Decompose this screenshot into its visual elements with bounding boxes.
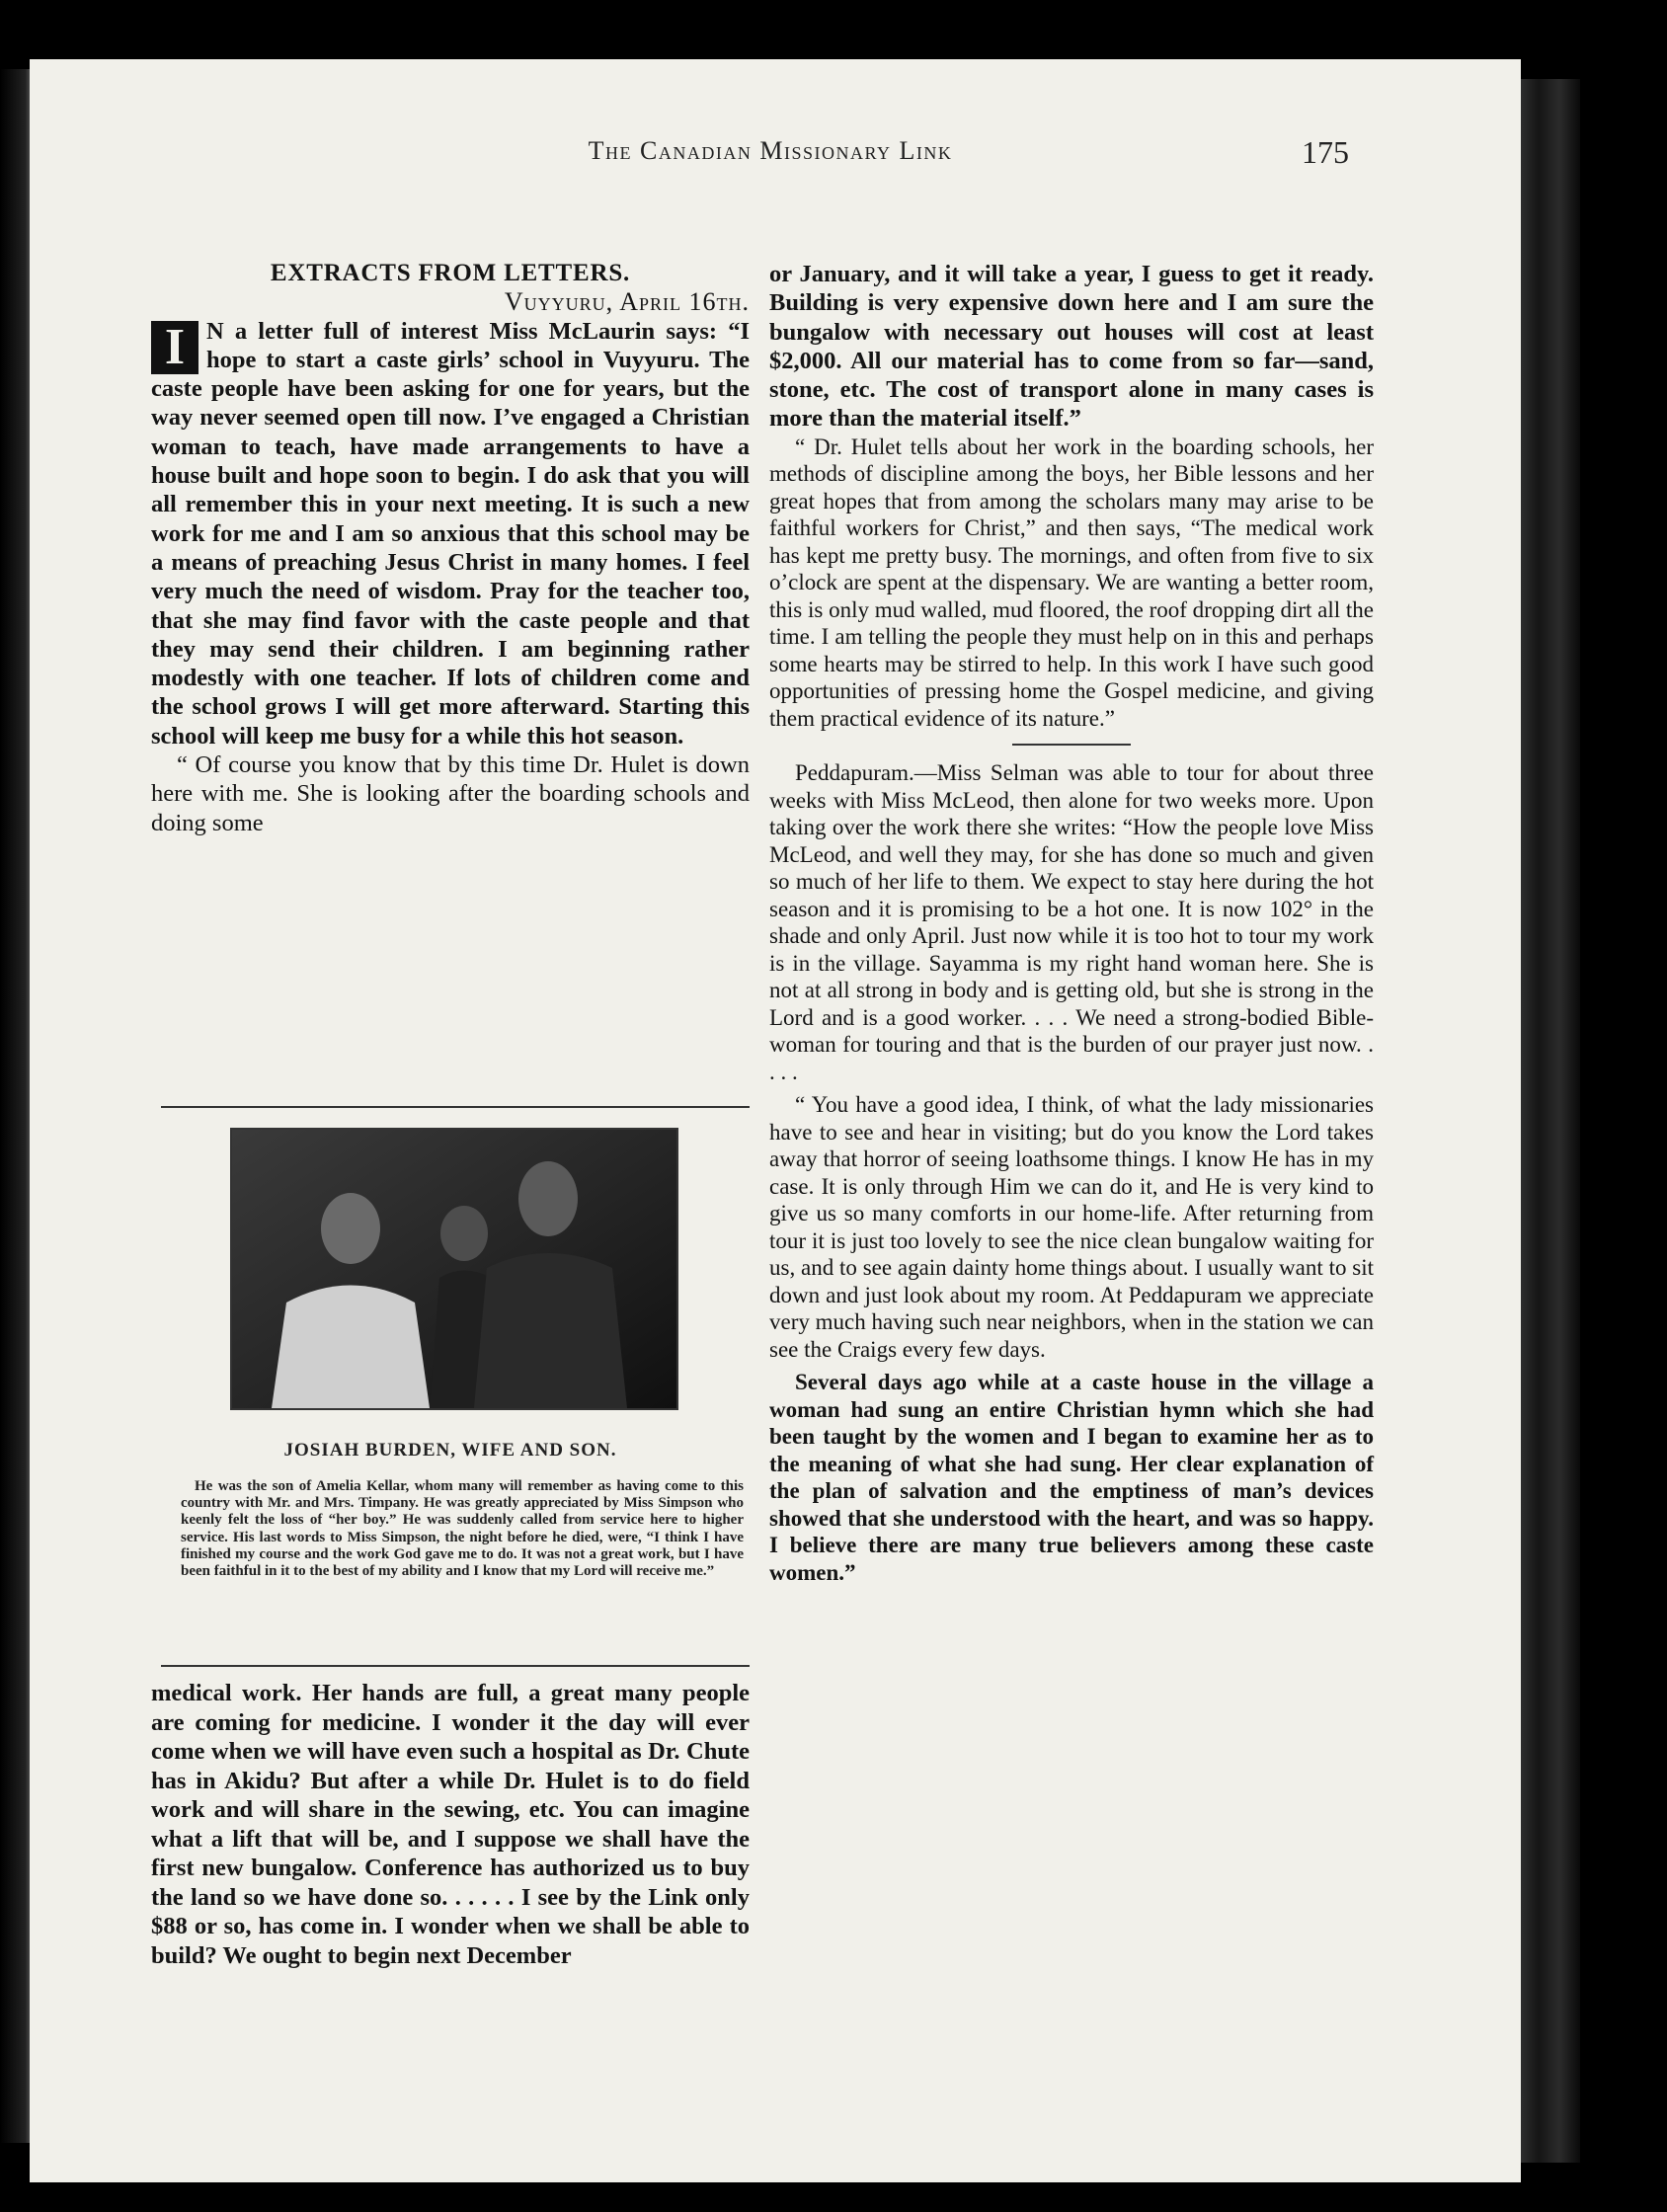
page-number: 175 (1302, 134, 1349, 170)
article-heading: EXTRACTS FROM LETTERS. (270, 260, 631, 286)
book-binding-edge (0, 69, 32, 2143)
right-column (769, 260, 1374, 1586)
paragraph: “ Dr. Hulet tells about her work in the boarding schools, her methods of discipline among the boys, her Bible lessons and her great hopes that from among the scholars many may arise to be faithful workers for Christ,” and then says, “The medical work has kept me pretty busy. The mornings, and often from five to six o’clock are spent at the dispensary. We are wanting a better room, this is only mud walled, mud floored, the roof dropping dirt all the time. I am telling the people they must help on in this and perhaps some hearts may be stirred to help. In this work I have such good opportunities of pressing home the Gospel medicine, and giving them practical evidence of its nature.” (769, 434, 1374, 731)
caption-paragraph: He was the son of Amelia Kellar, whom many will remember as having come to this country with Mr. and Mrs. Timpany. He was greatly appreciated by Miss Simpson who keenly felt the loss of “her boy.” He was suddenly called from service here to higher service. His last words to Miss Simpson, the night before he died, were, “I think I have finished my course and the work God gave me to do. It was not a great work, but I have been faithful in it to the best of my ability and I know that my Lord will receive me.” (181, 1478, 744, 1580)
paragraph-text: N a letter full of interest Miss McLaurin says: “I hope to start a caste girls’ school in Vuyyuru. The caste people have been asking for one for years, but the way never seemed open till now. I’ve engaged a Christian woman to teach, have made arrangements to have a house built and hope soon to begin. I do ask that you will all remember this in your next meeting. It is such a new work for me and I am so anxious that this school may be a means of preaching Jesus Christ in many homes. I feel very much the need of wisdom. Pray for the teacher too, that she may find favor with the caste people and that they may send their children. I am beginning rather modestly with one teacher. If lots of children come and the school grows I will get more afterward. Starting this school will keep me busy for a while this hot season. (151, 317, 750, 750)
paragraph: “ Of course you know that by this time Dr. Hulet is down here with me. She is looking after the boarding schools and doing some (151, 751, 750, 836)
paragraph: Several days ago while at a caste house in the village a woman had sung an entire Christian hymn which she had been taught by the women and I began to examine her as to the meaning of what she had sung. Her clear explanation of the plan of salvation and the emptiness of man’s devices showed that she understood with the heart, and was so happy. I believe there are many true believers among these caste women.” (769, 1370, 1374, 1585)
divider-rule (161, 1665, 750, 1667)
book-page-edges (1511, 79, 1580, 2163)
photo-caption-title: JOSIAH BURDEN, WIFE AND SON. (283, 1440, 617, 1461)
photo-caption-text (181, 1478, 744, 1580)
photograph-josiah-burden-family (230, 1128, 678, 1410)
divider-rule (161, 1106, 750, 1108)
paragraph: “ You have a good idea, I think, of what the lady missionaries have to see and hear in visiting; but do you know the Lord takes away that horror of seeing loathsome things. I know He has in my case. It is only through Him we can do it, and He is very kind to give us so many comforts in our home-life. After returning from tour it is just too lovely to see the nice clean bungalow waiting for us, and to see again dainty home things about. I usually want to sit down and just look about my room. At Peddapuram we appreciate very much having such near neighbors, when in the station we can see the Craigs every few days. (769, 1092, 1374, 1362)
paragraph: medical work. Her hands are full, a great many people are coming for medicine. I wonder it the day will ever come when we will have even such a hospital as Dr. Chute has in Akidu? But after a while Dr. Hulet is to do field work and will share in the sewing, etc. You can imagine what a lift that will be, and I suppose we shall have the first new bungalow. Conference has authorized us to buy the land so we have done so. . . . . . I see by the Link only $88 or so, has come in. I wonder when we shall be able to build? We ought to begin next December (151, 1680, 750, 1969)
paragraph: Peddapuram.—Miss Selman was able to tour for about three weeks with Miss McLeod, then alone for two weeks more. Upon taking over the work there she writes: “How the people love Miss McLeod, and well they may, for she has done so much and given so much of her life to them. We expect to stay here during the hot season and it is promising to be a hot one. It is now 102° in the shade and only April. Just now while it is too hot to tour my work is in the village. Sayamma is my right hand woman here. She is not at all strong in body and is getting old, but she is strong in the Lord and is a good worker. . . . We need a strong-bodied Bible-woman for touring and that is the burden of our prayer just now. . . . . (769, 760, 1374, 1084)
dateline: Vuyyuru, April 16th. (504, 287, 750, 317)
running-title: The Canadian Missionary Link (588, 136, 953, 165)
left-column-upper (151, 259, 750, 837)
paragraph: or January, and it will take a year, I guess to get it ready. Building is very expensive down here and I am sure the bungalow with necessary out houses will cost at least $2,000. All our material has to come from so far—sand, stone, etc. The cost of transport alone in many cases is more than the material itself.” (769, 261, 1374, 433)
photo-image (232, 1130, 676, 1408)
drop-cap: I (151, 321, 198, 374)
left-column-lower (151, 1679, 750, 1970)
section-separator (1012, 744, 1131, 746)
paragraph (151, 317, 750, 750)
